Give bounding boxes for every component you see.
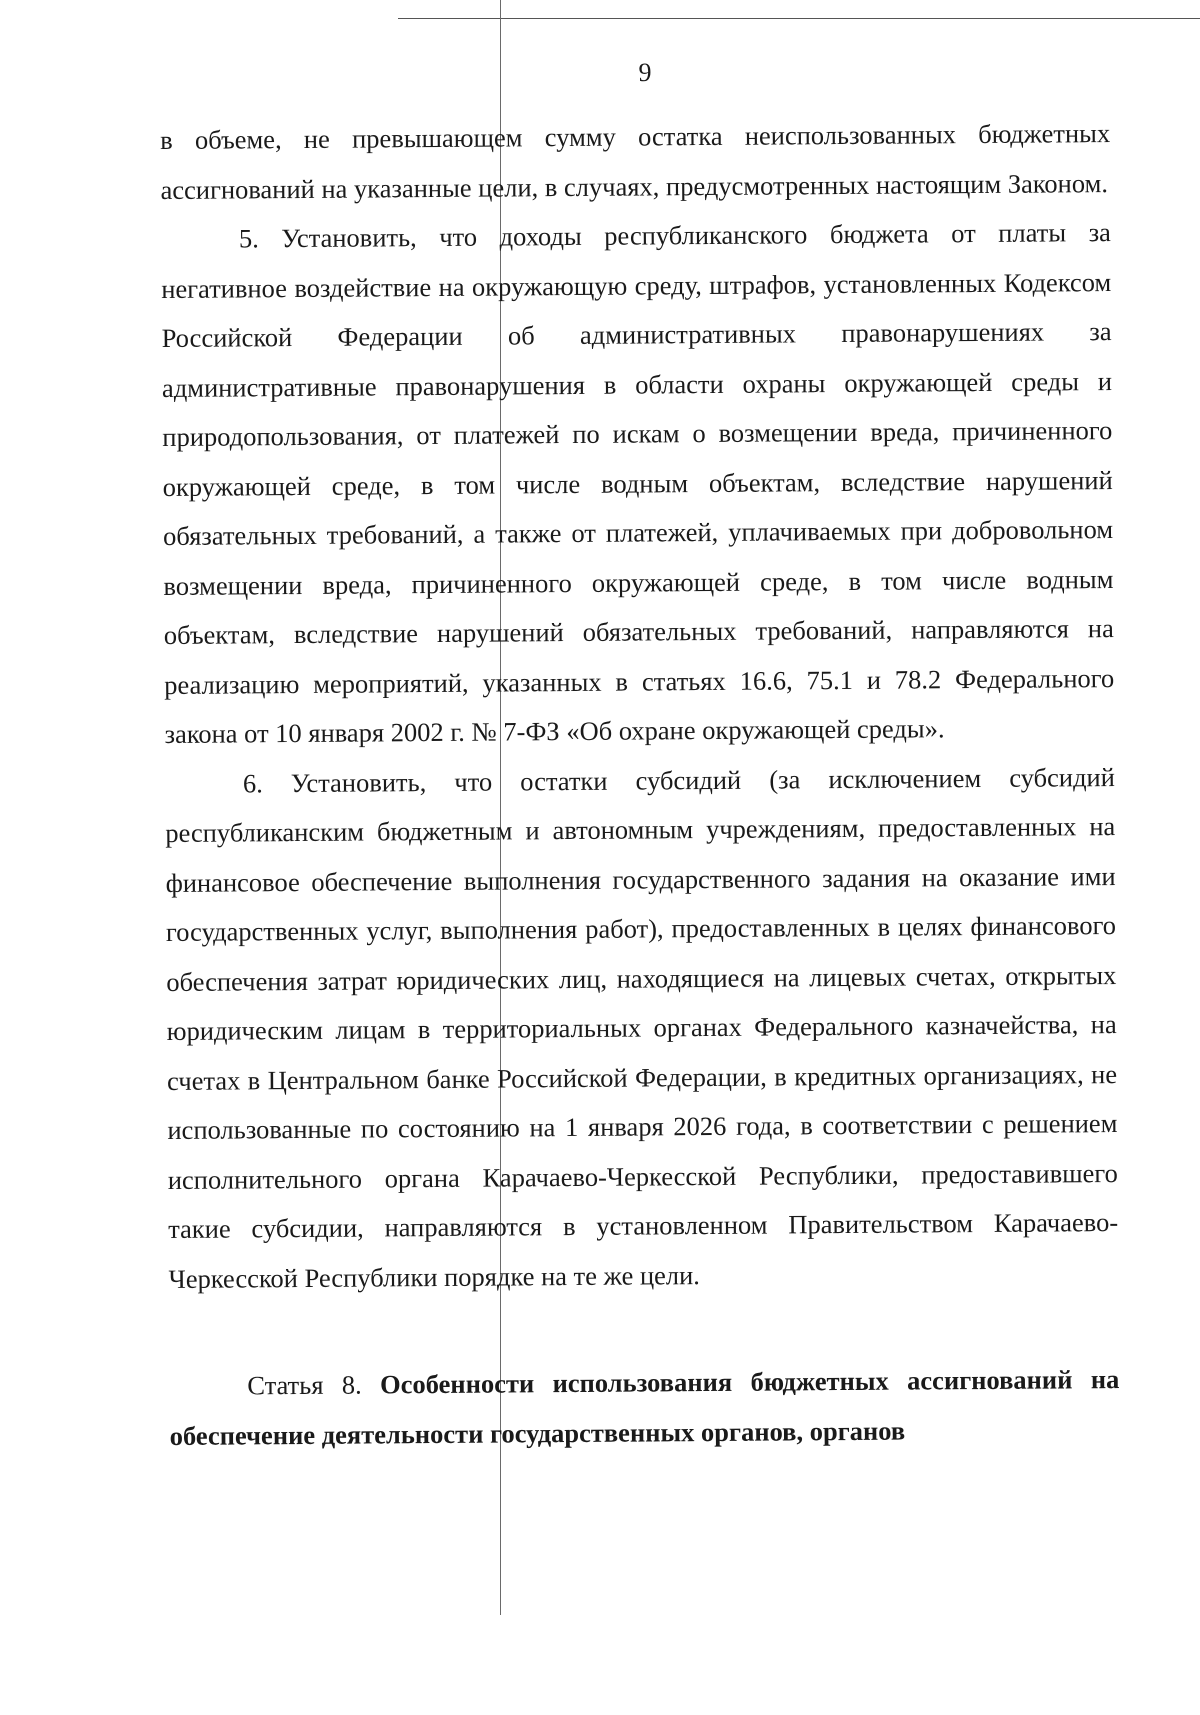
article-title: Особенности использования бюджетных ассигнований на обеспечение деятельности государственных органов, органов xyxy=(169,1364,1120,1451)
scan-top-line xyxy=(398,18,1200,19)
page-number: 9 xyxy=(638,58,652,87)
article-label: Статья 8. xyxy=(247,1369,362,1401)
paragraph-continuation: в объеме, не превышающем сумму остатка неиспользованных бюджетных ассигнований на указанные цели, в случаях, предусмотренных настоящим Законом. xyxy=(160,118,1111,205)
article-heading xyxy=(169,1355,1120,1461)
paragraph-item-6: 6. Установить, что остатки субсидий (за исключением субсидий республиканским бюджетным и автономным учреждениям, предоставленных на финансовое обеспечение выполнения государственного задания на оказание ими государственных услуг, выполнения работ), предоставленных в целях финансового обеспечения затрат юридических лиц, находящиеся на лицевых счетах, открытых юридическим лицам в территориальных органах Федерального казначейства, на счетах в Центральном банке Российской Федерации, в кредитных организациях, не использованные по состоянию на 1 января 2026 года, в соответствии с решением исполнительного органа Карачаево-Черкесской Республики, предоставившего такие субсидии, направляются в установленном Правительством Карачаево-Черкесской Республики порядке на те же цели. xyxy=(165,761,1119,1294)
paragraph-item-5: 5. Установить, что доходы республиканского бюджета от платы за негативное воздействие на окружающую среду, штрафов, установленных Кодексом Российской Федерации об административных правонарушениях за административные правонарушения в области охраны окружающей среды и природопользования, от платежей по искам о возмещении вреда, причиненного окружающей среде, в том числе водным объектам, вследствие нарушений обязательных требований, а также от платежей, уплачиваемых при добровольном возмещении вреда, причиненного окружающей среде, в том числе водным объектам, вследствие нарушений обязательных требований, направляются на реализацию мероприятий, указанных в статьях 16.6, 75.1 и 78.2 Федерального закона от 10 января 2002 г. № 7-ФЗ «Об охране окружающей среды». xyxy=(161,217,1115,749)
document-body xyxy=(160,109,1120,1461)
